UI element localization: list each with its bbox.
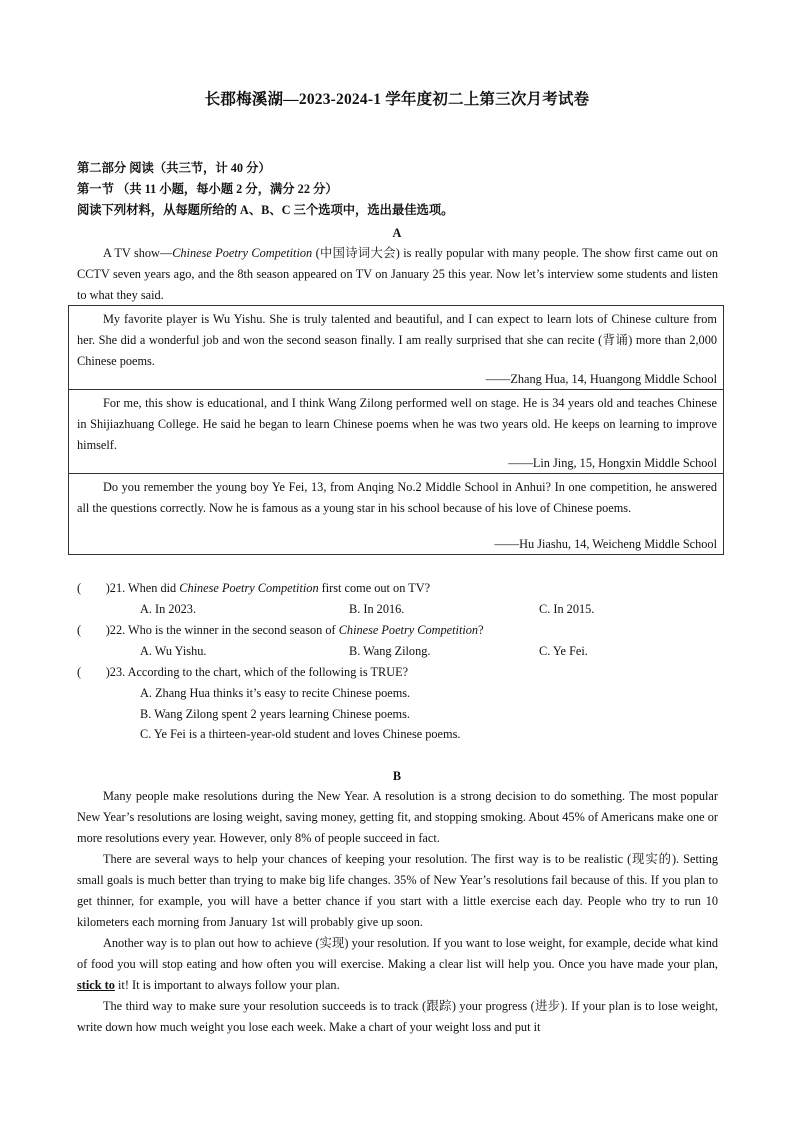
comment-text: Do you remember the young boy Ye Fei, 13, from Anqing No.2 Middle School in Anhui? In one competition, he answered all the questions correctly. Now he is famous as a young star in his school because of his love of Chinese poems. (77, 480, 717, 515)
comment-cell (69, 390, 723, 474)
intro-text-2: (中国诗词大会) is really popular with many people. The show first came out on CCTV seven years ago, and the 8th season appeared on TV on January 25 this year. Now let’s interview some students and listen to what they said. (77, 246, 719, 302)
underlined-phrase: stick to (77, 978, 115, 992)
option-a[interactable]: A. Wu Yishu. (140, 644, 207, 658)
passage-b-paragraph: Many people make resolutions during the New Year. A resolution is a strong decision to do something. The most popular New Year’s resolutions are losing weight, saving money, getting fit, and stopping smoking. About 45% of Americans make one or more resolutions every year. However, only 8% of people succeed in fact. (77, 789, 718, 845)
part-heading: 第二部分 阅读（共三节，计 40 分） (77, 161, 271, 175)
answer-bracket[interactable]: ( ) (77, 623, 110, 637)
question-22: ( )22. Who is the winner in the second season of Chinese Poetry Competition? (77, 623, 484, 637)
passage-a-label: A (392, 226, 402, 240)
option-b[interactable]: B. Wang Zilong. (349, 644, 431, 658)
comment-cell (69, 306, 723, 390)
answer-bracket[interactable]: ( ) (77, 581, 110, 595)
comment-author: ——Zhang Hua, 14, Huangong Middle School (485, 372, 717, 386)
subsection-heading: 第一节 （共 11 小题，每小题 2 分，满分 22 分） (77, 182, 338, 196)
question-21: ( )21. When did Chinese Poetry Competition first come out on TV? (77, 581, 431, 595)
comment-text: For me, this show is educational, and I think Wang Zilong performed well on stage. He is 34 years old and teaches Chinese in Shijiazhuang College. He said he began to learn Chinese poems when he was two years old. He keeps on learning to improve himself. (77, 396, 717, 452)
exam-title: 长郡梅溪湖—2023-2024-1 学年度初二上第三次月考试卷 (204, 91, 590, 108)
question-23: ( )23. According to the chart, which of the following is TRUE? (77, 665, 409, 679)
answer-bracket[interactable]: ( ) (77, 665, 110, 679)
passage-b-paragraph: There are several ways to help your chances of keeping your resolution. The first way is to be realistic (现实的). Setting small goals is much better than trying to make big life changes. 35% of New Year’s resolutions fail because of this. If you plan to get thinner, for example, you will have a better chance if you start with a little exercise each day. People who try to run 10 kilometers each morning from January 1st will probably give up soon. (77, 852, 718, 929)
option-a[interactable]: A. In 2023. (140, 602, 197, 616)
passage-a-intro (77, 243, 718, 306)
option-a[interactable]: A. Zhang Hua thinks it’s easy to recite Chinese poems. (140, 686, 411, 700)
comment-cell (69, 474, 723, 554)
option-c[interactable]: C. In 2015. (539, 602, 595, 616)
passage-b-body (77, 786, 718, 1038)
option-c[interactable]: C. Ye Fei. (539, 644, 588, 658)
show-name: Chinese Poetry Competition (172, 246, 313, 260)
comment-text: My favorite player is Wu Yishu. She is truly talented and beautiful, and I can expect to learn lots of Chinese culture from her. She did a wonderful job and won the second season finally. I am really surprised that she can recite (背诵) more than 2,000 Chinese poems. (77, 312, 717, 368)
option-c[interactable]: C. Ye Fei is a thirteen-year-old student and loves Chinese poems. (140, 727, 461, 741)
comment-author: ——Lin Jing, 15, Hongxin Middle School (508, 456, 717, 470)
comment-author: ——Hu Jiashu, 14, Weicheng Middle School (494, 537, 717, 551)
passage-b-label: B (392, 769, 402, 783)
instruction-text: 阅读下列材料，从每题所给的 A、B、C 三个选项中，选出最佳选项。 (77, 203, 454, 217)
intro-text-1: A TV show— (103, 246, 173, 260)
passage-b-paragraph: Another way is to plan out how to achieve (实现) your resolution. If you want to lose weight, for example, decide what kind of food you will stop eating and how often you will exercise. Making a clear list will help you. Once you have made your plan, stick to it! It is important to always follow your plan. (77, 936, 718, 992)
option-b[interactable]: B. Wang Zilong spent 2 years learning Chinese poems. (140, 707, 410, 721)
comments-table (68, 305, 724, 555)
passage-b-paragraph: The third way to make sure your resolution succeeds is to track (跟踪) your progress (进步). If your plan is to lose weight, write down how much weight you lose each week. Make a chart of your weight loss and put it (77, 999, 718, 1034)
option-b[interactable]: B. In 2016. (349, 602, 405, 616)
